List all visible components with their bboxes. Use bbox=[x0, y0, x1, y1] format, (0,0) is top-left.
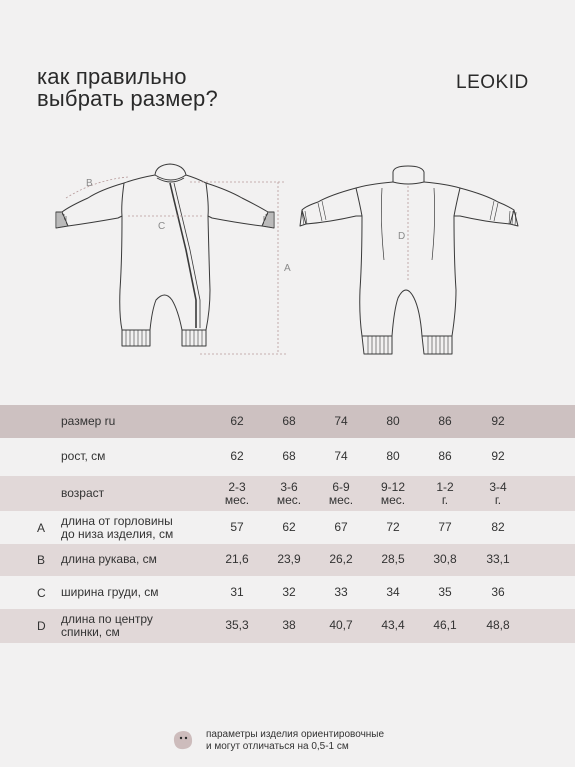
row-label-line-1: ширина груди, см bbox=[61, 585, 159, 599]
cell-unit: мес. bbox=[224, 492, 250, 507]
cell-value: 68 bbox=[282, 413, 296, 428]
cell-value: 62 bbox=[282, 520, 296, 534]
table-row bbox=[0, 476, 575, 511]
row-label-line-1: возраст bbox=[61, 485, 105, 500]
table-cell bbox=[420, 586, 470, 599]
table-cell bbox=[368, 481, 418, 507]
row-label bbox=[61, 586, 158, 599]
table-cell bbox=[212, 553, 262, 566]
row-letter: D bbox=[37, 619, 46, 633]
table-cell bbox=[368, 450, 418, 463]
table-cell bbox=[316, 521, 366, 534]
table-cell bbox=[212, 481, 262, 507]
table-cell bbox=[473, 415, 523, 428]
table-cell bbox=[420, 481, 470, 507]
cell-value: 32 bbox=[282, 585, 296, 599]
table-cell bbox=[473, 521, 523, 534]
row-label bbox=[61, 613, 153, 639]
footnote-line-2: и могут отличаться на 0,5-1 см bbox=[206, 741, 349, 752]
cell-value: 35,3 bbox=[225, 618, 249, 632]
footnote-line-1: параметры изделия ориентировочные bbox=[206, 729, 385, 740]
cell-value: 74 bbox=[334, 448, 348, 463]
table-row bbox=[0, 512, 575, 544]
cell-value: 82 bbox=[491, 520, 505, 534]
cell-unit: г. bbox=[494, 492, 502, 507]
title-line-2: выбрать размер? bbox=[37, 86, 218, 111]
table-cell bbox=[420, 619, 470, 632]
table-cell bbox=[264, 481, 314, 507]
label-c: C bbox=[158, 221, 166, 232]
table-cell bbox=[368, 586, 418, 599]
cell-value: 38 bbox=[282, 618, 296, 632]
table-cell bbox=[316, 586, 366, 599]
cell-value: 68 bbox=[282, 448, 296, 463]
page-title bbox=[37, 66, 218, 110]
cell-value: 57 bbox=[230, 520, 244, 534]
cell-value: 1-2 bbox=[436, 479, 454, 494]
cell-value: 26,2 bbox=[329, 552, 353, 566]
cell-value: 36 bbox=[491, 585, 505, 599]
row-label bbox=[61, 487, 104, 500]
label-a: A bbox=[284, 263, 291, 274]
table-cell bbox=[264, 553, 314, 566]
table-cell bbox=[316, 415, 366, 428]
table-cell bbox=[264, 415, 314, 428]
table-row bbox=[0, 440, 575, 473]
cell-value: 3-6 bbox=[280, 479, 298, 494]
front-view bbox=[56, 164, 274, 346]
cell-value: 23,9 bbox=[277, 552, 301, 566]
table-cell bbox=[212, 619, 262, 632]
back-view bbox=[300, 166, 518, 354]
row-label bbox=[61, 450, 105, 463]
table-cell bbox=[473, 619, 523, 632]
cell-value: 2-3 bbox=[228, 479, 246, 494]
cell-value: 28,5 bbox=[381, 552, 405, 566]
row-label-line-1: длина от горловины bbox=[61, 514, 173, 528]
cell-value: 33 bbox=[334, 585, 348, 599]
table-cell bbox=[316, 481, 366, 507]
row-label bbox=[61, 553, 157, 566]
label-b: B bbox=[86, 178, 93, 189]
cell-value: 9-12 bbox=[380, 479, 406, 494]
cell-value: 80 bbox=[386, 448, 400, 463]
table-cell bbox=[368, 521, 418, 534]
row-label-line-2: до низа изделия, см bbox=[61, 527, 174, 541]
cell-value: 48,8 bbox=[486, 618, 510, 632]
row-letter: B bbox=[37, 553, 46, 567]
table-row bbox=[0, 578, 575, 608]
cell-value: 40,7 bbox=[329, 618, 353, 632]
cell-value: 92 bbox=[491, 413, 505, 428]
cell-value: 31 bbox=[230, 585, 244, 599]
table-cell bbox=[368, 415, 418, 428]
brand-logo: LEOKID bbox=[456, 72, 529, 93]
cell-value: 62 bbox=[230, 448, 244, 463]
cell-unit: г. bbox=[441, 492, 449, 507]
info-blob-icon bbox=[172, 729, 194, 751]
footnote bbox=[206, 729, 384, 753]
title-line-1: как правильно bbox=[37, 64, 187, 89]
table-cell bbox=[264, 586, 314, 599]
cell-unit: мес. bbox=[328, 492, 354, 507]
row-label-line-2: спинки, см bbox=[61, 625, 120, 639]
table-cell bbox=[212, 586, 262, 599]
cell-value: 72 bbox=[386, 520, 400, 534]
cell-value: 86 bbox=[438, 448, 452, 463]
cell-value: 86 bbox=[438, 413, 452, 428]
cell-value: 6-9 bbox=[332, 479, 350, 494]
table-cell bbox=[316, 553, 366, 566]
cell-unit: мес. bbox=[380, 492, 406, 507]
table-cell bbox=[473, 450, 523, 463]
table-cell bbox=[264, 450, 314, 463]
table-cell bbox=[212, 521, 262, 534]
garment-diagram bbox=[0, 150, 575, 360]
cell-value: 77 bbox=[438, 520, 452, 534]
cell-value: 67 bbox=[334, 520, 348, 534]
table-cell bbox=[473, 553, 523, 566]
cell-value: 92 bbox=[491, 448, 505, 463]
cell-value: 74 bbox=[334, 413, 348, 428]
cell-value: 33,1 bbox=[486, 552, 510, 566]
cell-value: 43,4 bbox=[381, 618, 405, 632]
row-label bbox=[61, 415, 115, 428]
table-cell bbox=[420, 521, 470, 534]
table-cell bbox=[420, 553, 470, 566]
cell-value: 3-4 bbox=[489, 479, 507, 494]
table-row bbox=[0, 405, 575, 438]
table-cell bbox=[420, 415, 470, 428]
cell-value: 62 bbox=[230, 413, 244, 428]
cell-value: 34 bbox=[386, 585, 400, 599]
table-cell bbox=[473, 586, 523, 599]
row-label bbox=[61, 515, 173, 541]
table-cell bbox=[368, 619, 418, 632]
measure-b-line bbox=[66, 177, 128, 198]
table-row bbox=[0, 544, 575, 576]
table-cell bbox=[473, 481, 523, 507]
row-label-line-1: длина рукава, см bbox=[61, 552, 157, 566]
table-cell bbox=[264, 521, 314, 534]
cell-value: 35 bbox=[438, 585, 452, 599]
row-letter: A bbox=[37, 521, 46, 535]
table-cell bbox=[316, 450, 366, 463]
row-label-line-1: рост, см bbox=[61, 448, 106, 463]
cell-value: 21,6 bbox=[225, 552, 249, 566]
table-cell bbox=[212, 450, 262, 463]
table-cell bbox=[264, 619, 314, 632]
cell-value: 80 bbox=[386, 413, 400, 428]
table-cell bbox=[368, 553, 418, 566]
row-label-line-1: длина по центру bbox=[61, 612, 153, 626]
table-cell bbox=[420, 450, 470, 463]
cell-unit: мес. bbox=[276, 492, 302, 507]
label-d: D bbox=[398, 231, 406, 242]
row-label-line-1: размер ru bbox=[61, 413, 116, 428]
cell-value: 46,1 bbox=[433, 618, 457, 632]
table-row bbox=[0, 609, 575, 643]
table-cell bbox=[316, 619, 366, 632]
row-letter: C bbox=[37, 586, 46, 600]
table-cell bbox=[212, 415, 262, 428]
cell-value: 30,8 bbox=[433, 552, 457, 566]
